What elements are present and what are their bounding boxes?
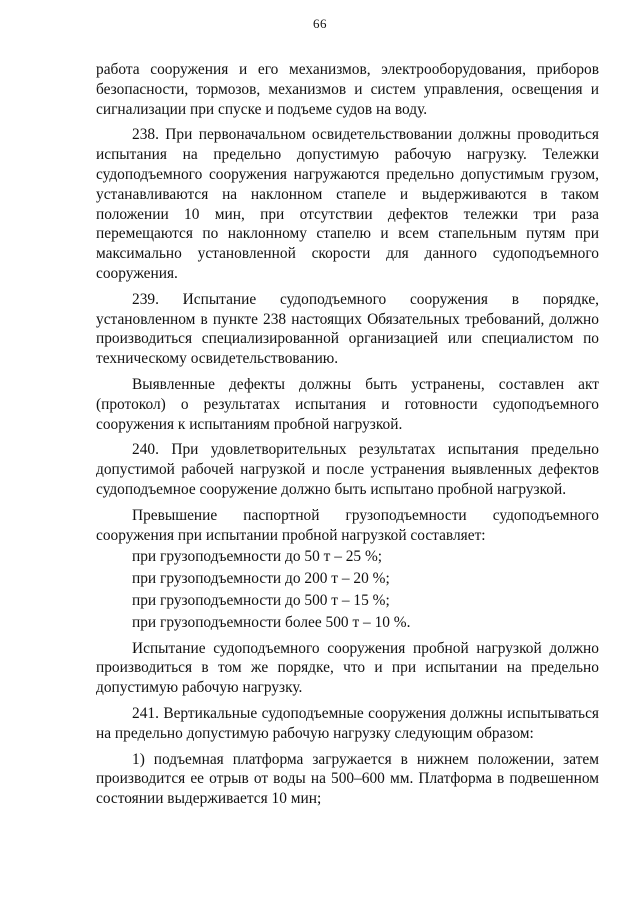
paragraph-overload: Превышение паспортной грузоподъемности судоподъемного сооружения при испытании пробной нагрузкой составляет: bbox=[96, 506, 599, 544]
list-item-overload-500: при грузоподъемности до 500 т – 15 %; bbox=[132, 591, 390, 609]
document-body bbox=[96, 60, 599, 811]
paragraph-239: 239. Испытание судоподъемного сооружения в порядке, установленном в пункте 238 настоящих Обязательных требований, должно производиться специализированной организацией или специалистом по техническому освидетельствованию. bbox=[96, 290, 599, 368]
paragraph-defects: Выявленные дефекты должны быть устранены, составлен акт (протокол) о результатах испытания и готовности судоподъемного сооружения к испытаниям пробной нагрузкой. bbox=[96, 375, 599, 433]
list-item-overload-50: при грузоподъемности до 50 т – 25 %; bbox=[132, 548, 383, 566]
page-number: 66 bbox=[313, 16, 327, 31]
paragraph-238: 238. При первоначальном освидетельствовании должны проводиться испытания на предельно допустимую рабочую нагрузку. Тележки судоподъемного сооружения нагружаются предельно допустимым грузом, устанавливаются на наклонном стапеле и выдерживаются в таком положении 10 мин, при отсутствии дефектов тележки три раза перемещаются по наклонному стапелю и всем стапельным путям при максимально установленной скорости для данного судоподъемного сооружения. bbox=[96, 126, 599, 282]
paragraph-continuation: работа сооружения и его механизмов, электрооборудования, приборов безопасности, тормозов, механизмов и систем управления, освещения и сигнализации при спуске и подъеме судов на воду. bbox=[96, 61, 599, 118]
paragraph-241-item-1: 1) подъемная платформа загружается в нижнем положении, затем производится ее отрыв от воды на 500–600 мм. Платформа в подвешенном состоянии выдерживается 10 мин; bbox=[96, 750, 599, 808]
list-item-overload-over-500: при грузоподъемности более 500 т – 10 %. bbox=[132, 613, 411, 631]
list-item-overload-200: при грузоподъемности до 200 т – 20 %; bbox=[132, 570, 390, 588]
paragraph-240: 240. При удовлетворительных результатах испытания предельно допустимой рабочей нагрузкой и после устранения выявленных дефектов судоподъемное сооружение должно быть испытано пробной нагрузкой. bbox=[96, 441, 599, 498]
paragraph-241: 241. Вертикальные судоподъемные сооружения должны испытываться на предельно допустимую рабочую нагрузку следующим образом: bbox=[96, 704, 599, 742]
paragraph-trial-load: Испытание судоподъемного сооружения пробной нагрузкой должно производиться в том же порядке, что и при испытании на предельно допустимую рабочую нагрузку. bbox=[96, 639, 599, 697]
